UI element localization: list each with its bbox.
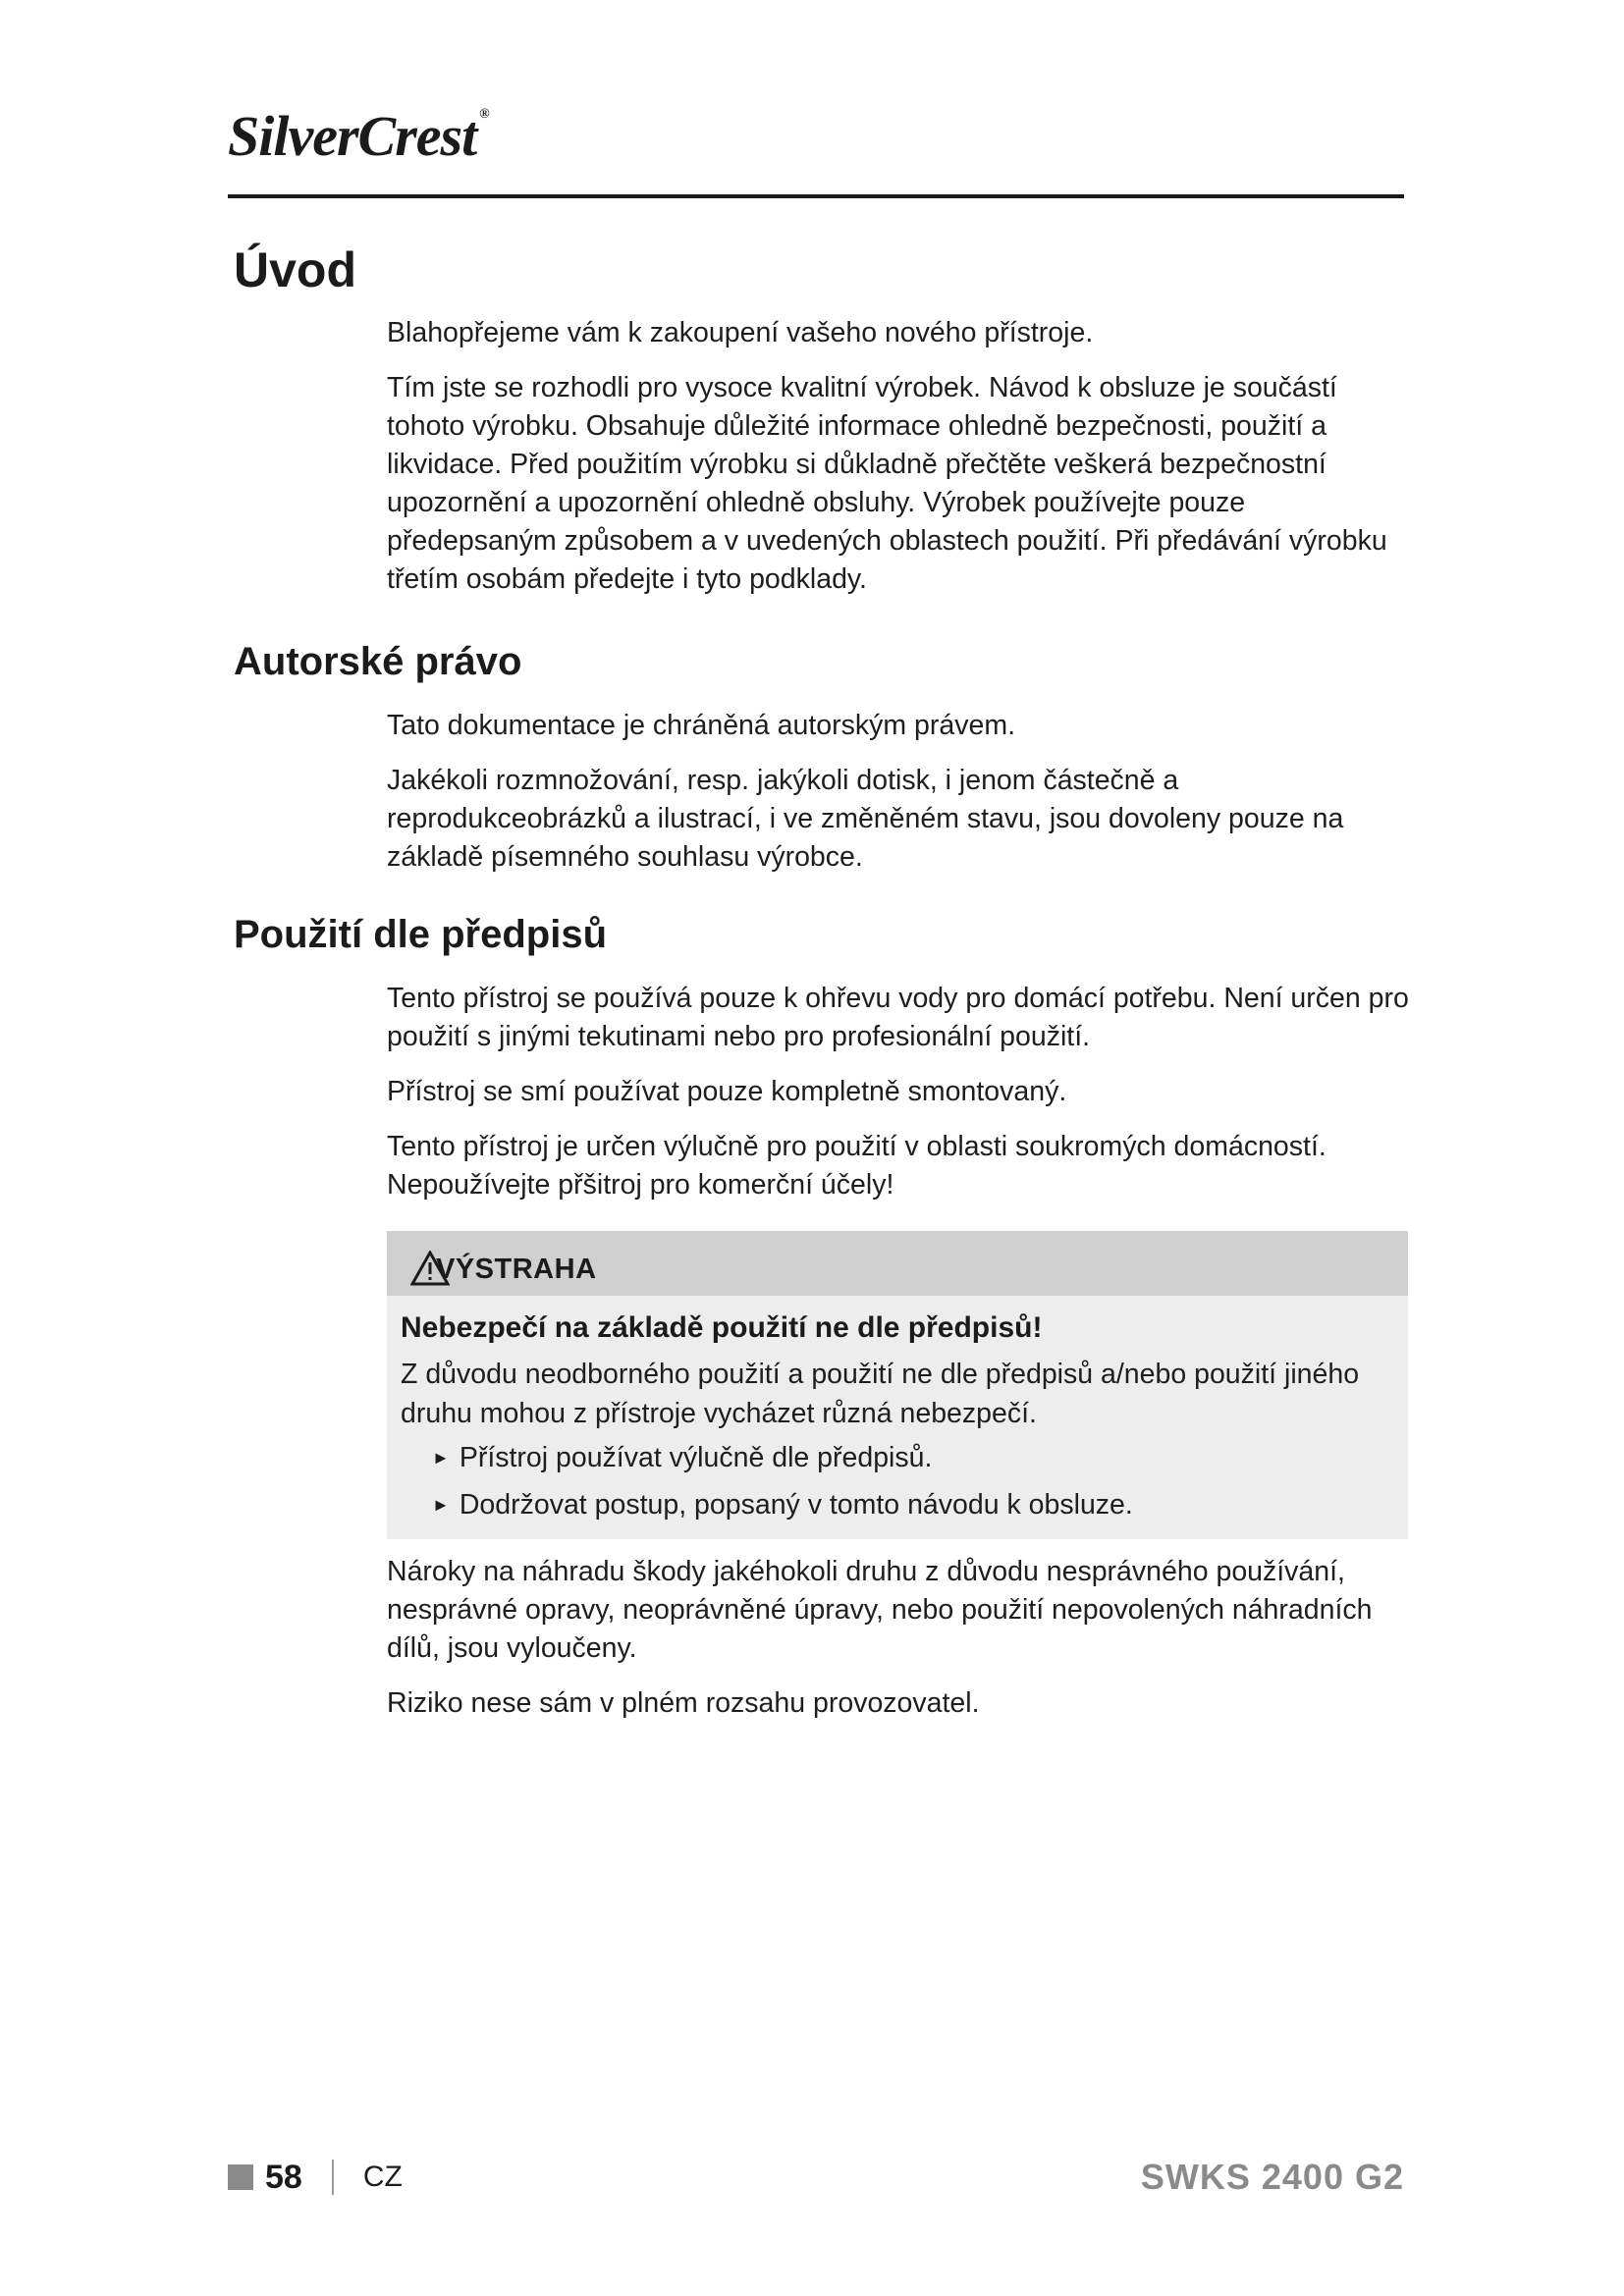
intro-body: [387, 314, 1414, 615]
warning-text: Z důvodu neodborného použití a použití ne dle předpisů a/nebo použití jiného druhu mohou z přístroje vycházet různá nebezpečí.: [401, 1359, 1360, 1429]
brand-name: SilverCrest: [228, 104, 477, 168]
footer-square-marker: [228, 2164, 253, 2190]
warning-bullet-list: [432, 1439, 1408, 1524]
footer-separator: [332, 2160, 334, 2195]
brand-logo: [228, 104, 489, 168]
warning-bullet: [432, 1486, 1408, 1524]
intended-use-body: [387, 980, 1414, 1221]
copyright-paragraph: Tato dokumentace je chráněná autorským právem.: [387, 710, 1015, 741]
page-footer: [228, 2156, 1404, 2199]
warning-bullet-text: Dodržovat postup, popsaný v tomto návodu k obsluze.: [459, 1489, 1133, 1521]
intended-use-paragraph: Tento přístroj je určen výlučně pro použití v oblasti soukromých domácností. Nepoužívejte přšitroj pro komerční účely!: [387, 1131, 1326, 1201]
warning-box: [387, 1231, 1408, 1539]
header-divider: [228, 194, 1404, 198]
warning-bullet-text: Přístroj používat výlučně dle předpisů.: [459, 1442, 933, 1473]
section-title-intended-use: Použití dle předpisů: [234, 913, 608, 956]
section-title-copyright: Autorské právo: [234, 640, 522, 683]
warning-label: VÝSTRAHA: [436, 1254, 597, 1285]
intended-use-paragraph: Přístroj se smí používat pouze kompletně smontovaný.: [387, 1076, 1067, 1107]
page-number: 58: [265, 2158, 302, 2196]
copyright-body: [387, 707, 1414, 893]
section-title-intro: Úvod: [234, 242, 356, 297]
model-number: SWKS 2400 G2: [1140, 2157, 1404, 2197]
language-code: CZ: [362, 2161, 403, 2193]
registered-mark: ®: [479, 107, 489, 122]
copyright-paragraph: Jakékoli rozmnožování, resp. jakýkoli dotisk, i jenom částečně a reprodukceobrázků a ilustrací, i ve změněném stavu, jsou dovoleny pouze na základě písemného souhlasu výrobce.: [387, 765, 1344, 873]
intended-use-paragraph: Tento přístroj se používá pouze k ohřevu vody pro domácí potřebu. Není určen pro použití s jinými tekutinami nebo pro profesionální použití.: [387, 983, 1409, 1052]
intended-use-after-paragraph: Riziko nese sám v plném rozsahu provozovatel.: [387, 1687, 980, 1719]
bullet-arrow-icon: ►: [432, 1495, 450, 1515]
warning-title: Nebezpečí na základě použití ne dle předpisů!: [401, 1311, 1043, 1344]
intended-use-after-body: [387, 1553, 1414, 1739]
warning-bullet: [432, 1439, 1408, 1477]
bullet-arrow-icon: ►: [432, 1448, 450, 1468]
intro-paragraph: Blahopřejeme vám k zakoupení vašeho nového přístroje.: [387, 317, 1094, 348]
warning-header: [387, 1231, 1408, 1296]
intro-paragraph: Tím jste se rozhodli pro vysoce kvalitní výrobek. Návod k obsluze je součástí tohoto výrobku. Obsahuje důležité informace ohledně bezpečnosti, použití a likvidace. Před použitím výrobku si důkladně přečtěte veškerá bezpečnostní upozornění a upozornění ohledně obsluhy. Výrobek používejte pouze předepsaným způsobem a v uvedených oblastech použití. Při předávání výrobku třetím osobám předejte i tyto podklady.: [387, 372, 1387, 595]
intended-use-after-paragraph: Nároky na náhradu škody jakéhokoli druhu z důvodu nesprávného používání, nesprávné opravy, neoprávněné úpravy, nebo použití nepovolených náhradních dílů, jsou vyloučeny.: [387, 1556, 1373, 1664]
